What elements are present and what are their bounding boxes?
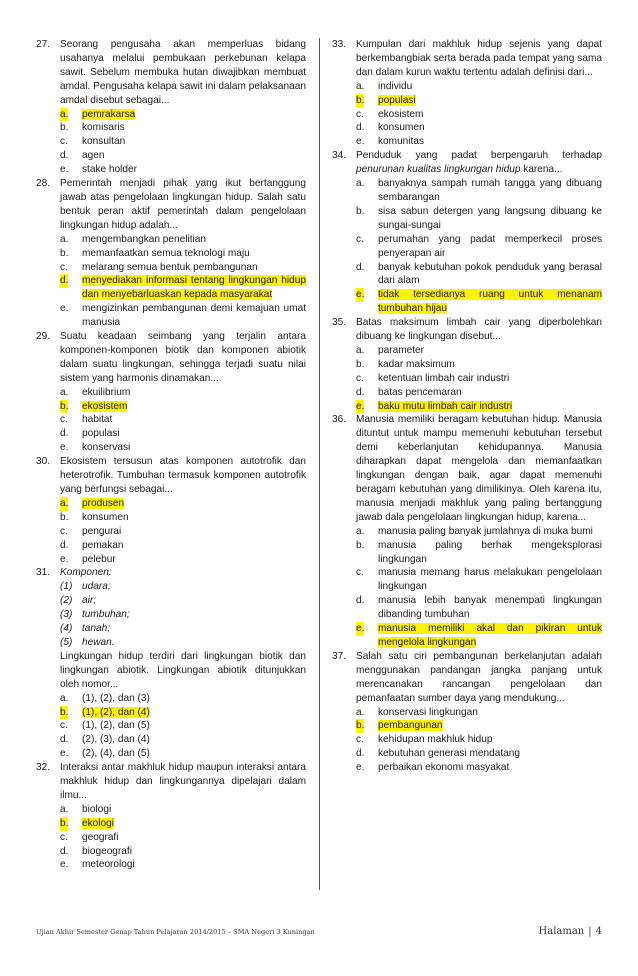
question-stem: Kumpulan dari makhluk hidup sejenis yang dapat berkembangbiak serta berada pada tempat yang sama dan dalam kurun waktu tertentu adalah definisi dari... (356, 39, 602, 78)
option-text: pelebur (82, 553, 116, 565)
option-c (60, 719, 306, 733)
option-label: a. (60, 497, 69, 509)
option-text: menyediakan informasi tentang lingkungan hidup dan menyebarluaskan kepada masyarakat (82, 275, 306, 301)
question-number: 28. (36, 178, 51, 190)
option-text: manusia paling banyak jumlahnya di muka bumi (378, 525, 593, 537)
option-d (60, 149, 306, 163)
option-label: c. (60, 525, 68, 537)
option-label: a. (356, 706, 365, 718)
question-stem: Suatu keadaan seimbang yang terjalin antara komponen-komponen biotik dan komponen abiotik dalam suatu lingkungan, sehingga terjadi suatu nilai sistem yang harmonis dinamakan... (60, 331, 306, 384)
option-text: memanfaatkan semua teknologi maju (82, 247, 250, 259)
option-b (60, 817, 306, 831)
option-text: tidak tersedianya ruang untuk menanam tumbuhan hijau (378, 289, 602, 315)
option-label: a. (356, 344, 365, 356)
option-label: b. (356, 358, 365, 370)
question-number: 32. (36, 762, 51, 774)
option-text: (1), (2), dan (4) (82, 706, 150, 718)
question-37 (332, 650, 602, 775)
option-b (60, 511, 306, 525)
item-text: tanah; (82, 623, 111, 635)
option-text: pemrakarsa (82, 108, 136, 120)
left-column (36, 38, 306, 872)
item-label: (1) (60, 581, 73, 593)
option-text: (1), (2), dan (5) (82, 720, 150, 732)
item-text: tumbuhan; (82, 609, 130, 621)
option-d (60, 733, 306, 747)
option-text: komisaris (82, 122, 125, 134)
option-label: a. (356, 178, 365, 190)
option-text: batas pencemaran (378, 386, 462, 398)
option-label: c. (356, 734, 364, 746)
option-label: b. (356, 539, 365, 551)
option-text: manusia lebih banyak menempati lingkungan dibanding tumbuhan (378, 595, 602, 621)
option-c (356, 372, 602, 386)
option-text: baku mutu limbah cair industri (378, 400, 513, 412)
question-stem: Batas maksimum limbah cair yang diperbolehkan dibuang ke lingkungan disebut... (356, 317, 602, 343)
item-text: hewan. (82, 636, 115, 648)
option-d (60, 845, 306, 859)
question-number: 36. (332, 414, 347, 426)
option-label: b. (356, 94, 365, 106)
option-label: c. (356, 233, 364, 245)
question-33 (332, 38, 602, 149)
component-item (60, 622, 306, 636)
question-continuation: Lingkungan hidup terdiri dari lingkungan biotik dan lingkungan abiotik. Lingkungan abiotik ditunjukkan oleh nomor... (60, 650, 306, 690)
option-label: e. (60, 303, 69, 315)
option-label: c. (356, 108, 364, 120)
question-stem: Interaksi antar makhluk hidup maupun interaksi antara makhluk hidup dan lingkungannya dipelajari dalam ilmu... (60, 762, 306, 801)
option-b (60, 247, 306, 261)
question-number: 31. (36, 567, 51, 579)
footer-page-number: 4 (595, 926, 602, 937)
option-label: c. (60, 414, 68, 426)
option-label: d. (60, 845, 69, 857)
option-c (60, 261, 306, 275)
option-a (60, 386, 306, 400)
item-label: (5) (60, 636, 73, 648)
question-number: 33. (332, 39, 347, 50)
option-text: kadar maksimum (378, 358, 455, 370)
question-number: 29. (36, 331, 51, 343)
stem-italic: penurunan kualitas lingkungan hidup (356, 164, 521, 176)
option-text: kebutuhan generasi mendatang (378, 748, 520, 760)
option-text: stake holder (82, 164, 137, 176)
option-a (356, 177, 602, 205)
question-31 (36, 566, 306, 761)
question-number: 35. (332, 317, 347, 329)
option-text: perumahan yang padat memperkecil proses penyerapan air (378, 233, 602, 259)
option-text: perbaikan ekonomi masyakat (378, 762, 510, 774)
option-text: banyaknya sampah rumah tangga yang dibuang sembarangan (378, 178, 602, 203)
option-text: ekosistem (378, 108, 424, 120)
option-a (356, 80, 602, 94)
option-d (356, 747, 602, 761)
option-a (60, 108, 306, 122)
option-a (60, 233, 306, 247)
question-stem (356, 149, 602, 177)
footer-separator: | (588, 926, 592, 937)
stem-tail: karena... (520, 164, 563, 176)
option-text: individu (378, 80, 413, 92)
option-e (60, 163, 306, 177)
option-e (60, 441, 306, 455)
option-text: ekologi (82, 817, 114, 829)
option-e (356, 288, 602, 316)
option-b (356, 539, 602, 567)
question-32 (36, 761, 306, 872)
option-text: manusia memang harus melakukan pengelolaan lingkungan (378, 567, 602, 593)
question-34 (332, 149, 602, 316)
option-label: b. (60, 247, 69, 259)
option-text: parameter (378, 344, 425, 356)
option-text: biogeografi (82, 845, 132, 857)
option-label: d. (60, 150, 69, 162)
component-item (60, 636, 306, 650)
option-text: komunitas (378, 136, 425, 148)
option-text: habitat (82, 414, 113, 426)
item-text: air; (82, 595, 97, 607)
option-label: a. (356, 80, 365, 92)
option-label: a. (60, 108, 69, 120)
question-number: 37. (332, 650, 347, 662)
option-text: kehidupan makhluk hidup (378, 734, 493, 746)
option-a (356, 525, 602, 539)
option-b (356, 205, 602, 233)
item-label: (4) (60, 623, 73, 635)
option-label: c. (60, 720, 68, 732)
question-stem: Salah satu ciri pembangunan berkelanjutan adalah menggunakan pandangan jangka panjang untuk merencanakan rancangan pengelolaan dan pemanfaatan sumber daya yang mendukung... (356, 650, 602, 704)
option-text: produsen (82, 497, 125, 509)
question-number: 34. (332, 150, 347, 162)
option-text: konsumen (378, 122, 425, 134)
option-e (60, 553, 306, 567)
option-label: e. (60, 748, 69, 760)
option-text: konservasi (82, 442, 131, 454)
option-label: d. (356, 386, 365, 398)
option-text: (2), (3), dan (4) (82, 734, 150, 746)
option-label: e. (60, 553, 69, 565)
option-label: a. (356, 525, 365, 537)
option-c (60, 413, 306, 427)
option-e (60, 858, 306, 872)
option-label: e. (60, 164, 69, 176)
option-text: konservasi lingkungan (378, 706, 478, 718)
option-b (356, 719, 602, 733)
option-label: b. (60, 817, 69, 829)
question-27 (36, 38, 306, 177)
footer-exam-title: Ujian Akhir Semester Genap Tahun Pelajaran 2014/2015 – SMA Negeri 3 Kuningan (36, 928, 315, 936)
option-e (356, 135, 602, 149)
option-label: b. (60, 122, 69, 134)
option-e (356, 400, 602, 414)
option-label: b. (356, 720, 365, 732)
option-label: b. (356, 205, 365, 217)
option-a (60, 692, 306, 706)
option-d (356, 261, 602, 289)
option-label: e. (356, 136, 365, 148)
option-e (60, 302, 306, 330)
option-text: pembangunan (378, 720, 443, 732)
option-text: (1), (2), dan (3) (82, 692, 150, 704)
option-label: a. (60, 386, 69, 398)
option-text: manusia paling berhak mengeksplorasi lingkungan (378, 539, 602, 565)
option-label: d. (356, 748, 365, 760)
option-text: melarang semua bentuk pembangunan (82, 261, 258, 273)
option-label: d. (60, 428, 69, 440)
option-label: a. (60, 692, 69, 704)
option-text: mengizinkan pembangunan demi kemajuan umat manusia (82, 303, 306, 329)
option-text: meteorologi (82, 859, 135, 871)
option-text: populasi (378, 94, 416, 106)
question-number: 27. (36, 39, 51, 50)
option-label: b. (60, 400, 69, 412)
question-35 (332, 316, 602, 413)
option-text: mengembangkan penelitian (82, 233, 207, 245)
option-c (356, 566, 602, 594)
option-label: e. (60, 442, 69, 454)
option-b (356, 358, 602, 372)
question-number: 30. (36, 456, 51, 468)
option-text: pemakan (82, 539, 124, 551)
option-a (356, 344, 602, 358)
option-c (60, 831, 306, 845)
option-text: geografi (82, 831, 119, 843)
item-label: (3) (60, 609, 73, 621)
item-label: (2) (60, 595, 73, 607)
right-column (332, 38, 602, 775)
option-label: c. (60, 831, 68, 843)
question-30 (36, 455, 306, 566)
option-d (356, 594, 602, 622)
option-text: (2), (4), dan (5) (82, 748, 150, 760)
option-text: ekuilibrium (82, 386, 131, 398)
option-e (60, 747, 306, 761)
option-label: e. (356, 623, 365, 635)
option-label: c. (60, 261, 68, 273)
question-stem: Komponen: (60, 567, 112, 579)
question-stem: Ekosistem tersusun atas komponen autotrofik dan heterotrofik. Tumbuhan termasuk komponen autotrofik yang berfungsi sebagai... (60, 456, 306, 495)
component-item (60, 608, 306, 622)
option-a (60, 803, 306, 817)
option-text: ketentuan limbah cair industri (378, 372, 510, 384)
option-d (356, 121, 602, 135)
option-c (60, 135, 306, 149)
option-text: sisa sabun detergen yang langsung dibuang ke sungai-sungai (378, 205, 602, 231)
stem-text: Penduduk yang padat berpengaruh terhadap (356, 150, 602, 162)
column-divider (319, 38, 320, 890)
footer-page-indicator (539, 926, 602, 937)
option-b (60, 121, 306, 135)
option-text: manusia memiliki akal dan pikiran untuk mengelola lingkungan (378, 623, 602, 648)
question-29 (36, 330, 306, 455)
option-text: konsultan (82, 136, 126, 148)
option-text: agen (82, 150, 105, 162)
option-label: d. (60, 275, 69, 287)
option-label: e. (356, 400, 365, 412)
page-footer (36, 926, 602, 940)
question-stem: Pemerintah menjadi pihak yang ikut bertanggung jawab atas pengelolaan lingkungan hidup. Salah satu bentuk peran aktif pemerintah dalam pengelolaan lingkungan hidup adalah... (60, 178, 306, 231)
option-label: c. (356, 372, 364, 384)
option-text: populasi (82, 428, 120, 440)
option-b (60, 400, 306, 414)
option-label: d. (356, 261, 365, 273)
component-item (60, 594, 306, 608)
option-a (60, 497, 306, 511)
option-text: ekosistem (82, 400, 128, 412)
option-label: d. (60, 539, 69, 551)
option-c (356, 233, 602, 261)
option-c (60, 525, 306, 539)
option-c (356, 733, 602, 747)
option-d (60, 427, 306, 441)
option-label: e. (60, 859, 69, 871)
question-28 (36, 177, 306, 330)
option-b (356, 94, 602, 108)
option-label: e. (356, 762, 365, 774)
option-text: banyak kebutuhan pokok penduduk yang berasal dari alam (378, 261, 602, 287)
option-text: konsumen (82, 511, 129, 523)
component-item (60, 580, 306, 594)
option-label: d. (60, 734, 69, 746)
footer-page-label: Halaman (538, 926, 585, 937)
option-e (356, 622, 602, 650)
option-label: d. (356, 595, 365, 607)
question-36 (332, 413, 602, 649)
option-label: b. (60, 706, 69, 718)
option-d (60, 539, 306, 553)
question-stem: Seorang pengusaha akan memperluas bidang usahanya melalui pembukaan perkebunan kelapa sawit. Sebelum membuka hutan diwajibkan membuat amdal. Pengusaha kelapa sawit ini dalam pelaksanaan amdal disebut sebagai... (60, 39, 306, 106)
item-text: udara; (82, 581, 111, 593)
option-label: e. (356, 289, 365, 301)
option-e (356, 761, 602, 775)
option-d (60, 274, 306, 302)
option-text: biologi (82, 803, 112, 815)
option-label: b. (60, 511, 69, 523)
option-label: d. (356, 122, 365, 134)
option-label: c. (356, 567, 364, 579)
option-label: a. (60, 233, 69, 245)
option-b (60, 706, 306, 720)
option-text: pengurai (82, 525, 122, 537)
option-label: c. (60, 136, 68, 148)
question-stem: Manusia memiliki beragam kebutuhan hidup. Manusia dituntut untuk mampu memenuhi kebutuhan tersebut demi keberlanjutan kehidupannya. Manusia diharapkan dapat mengelola dan memanfaatkan lingkungan dengan baik, agar dapat memenuhi beragam kebutuhan yang dimilikinya. Oleh karena itu, manusia menjadi makhluk yang paling bertanggung jawab dala pengelolaan lingkungan hidup, karena... (356, 414, 602, 523)
option-a (356, 706, 602, 720)
option-d (356, 386, 602, 400)
option-c (356, 108, 602, 122)
option-label: a. (60, 803, 69, 815)
